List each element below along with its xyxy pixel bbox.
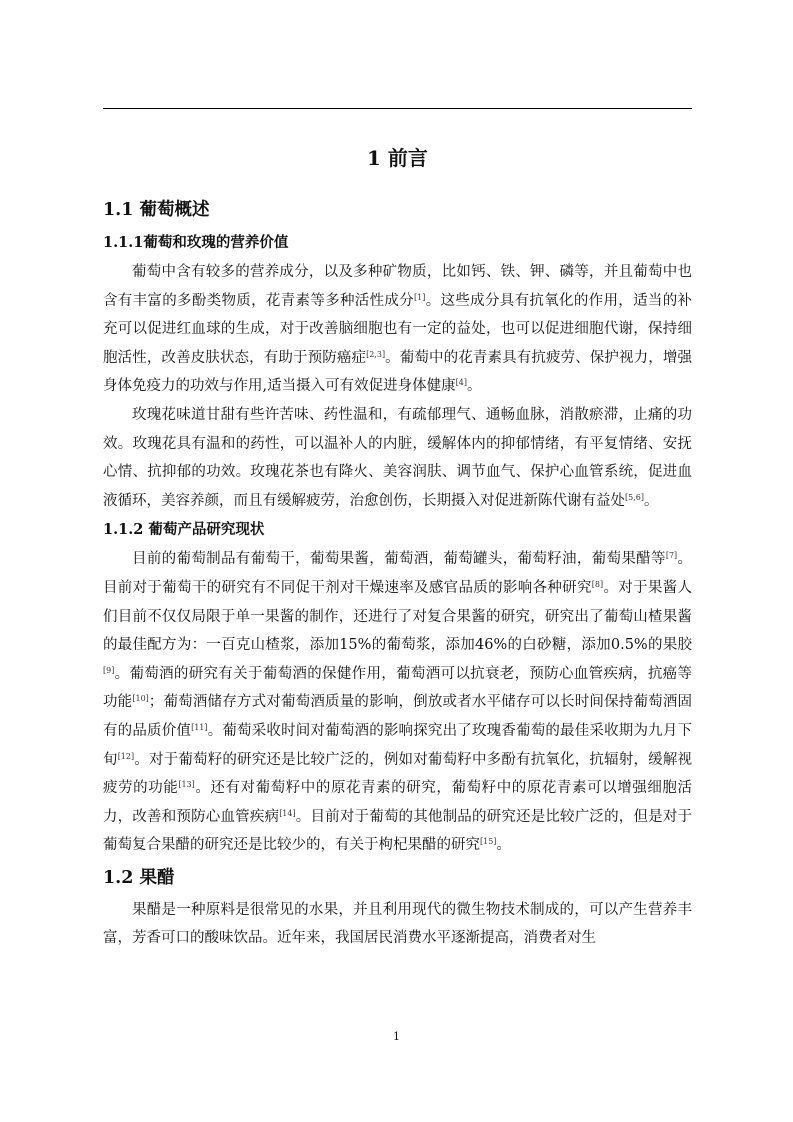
paragraph-grape-nutrition: 葡萄中含有较多的营养成分，以及多种矿物质，比如钙、铁、钾、磷等，并且葡萄中也含有丰富的多酚类物质，花青素等多种活性成分[1]。这些成分具有抗氧化的作用，适当的补充可以促进红血球的生成，对于改善脑细胞也有一定的益处，也可以促进细胞代谢，保持细胞活性，改善皮肤状态，有助于预防癌症[2,3]。葡萄中的花青素具有抗疲劳、保护视力，增强身体免疫力的功效与作用,适当摄入可有效促进身体健康[4]。 (103, 264, 693, 395)
subsection-heading-1-1-1: 1.1.1葡萄和玫瑰的营养价值 (103, 234, 289, 251)
citation: [14] (279, 808, 296, 818)
citation: [9] (103, 665, 115, 675)
citation: [8] (591, 579, 604, 589)
section-heading-1-1: 1.1 葡萄概述 (103, 200, 210, 220)
citation: [15] (480, 837, 497, 847)
citation: [11] (191, 722, 208, 732)
citation: [7] (665, 551, 678, 561)
citation: [5,6] (625, 492, 644, 502)
page-number: 1 (393, 1030, 400, 1043)
document-body (103, 140, 692, 953)
citation: [13] (178, 780, 195, 790)
citation: [12] (117, 751, 135, 761)
paragraph-fruit-vinegar: 果醋是一种原料是很常见的水果，并且利用现代的微生物技术制成的，可以产生营养丰富，芳香可口的酸味饮品。近年来，我国居民消费水平逐渐提高，消费者对生 (103, 901, 692, 947)
subsection-heading-1-1-2: 1.1.2 葡萄产品研究现状 (103, 521, 265, 539)
section-heading-1-2: 1.2 果醋 (103, 867, 175, 888)
paragraph-grape-products: 目前的葡萄制品有葡萄干，葡萄果酱，葡萄酒，葡萄罐头，葡萄籽油，葡萄果醋等[7]。目前对于葡萄干的研究有不同促干剂对干燥速率及感官品质的影响各种研究[8]。对于果酱人们目前不仅仅局限于单一果酱的制作，还进行了对复合果酱的研究，研究出了葡萄山楂果酱的最佳配方为：一百克山楂浆，添加15%的葡萄浆，添加46%的白砂糖，添加0.5%的果胶[9]。葡萄酒的研究有关于葡萄酒的保健作用，葡萄酒可以抗衰老，预防心血管疾病，抗癌等功能[10]；葡萄酒储存方式对葡萄酒质量的影响，倒放或者水平储存可以长时间保持葡萄酒固有的品质价值[11]。葡萄采收时间对葡萄酒的影响探究出了玫瑰香葡萄的最佳采收期为九月下旬[12]。对于葡萄籽的研究还是比较广泛的，例如对葡萄籽中多酚有抗氧化，抗辐射，缓解视疲劳的功能[13]。还有对葡萄籽中的原花青素的研究，葡萄籽中的原花青素可以增强细胞活力，改善和预防心血管疾病[14]。目前对于葡萄的其他制品的研究还是比较广泛的，但是对于葡萄复合果醋的研究还是比较少的，有关于枸杞果醋的研究[15]。 (103, 551, 693, 854)
header-rule (103, 108, 692, 109)
citation: [1] (414, 292, 426, 302)
citation: [10] (132, 694, 149, 704)
citation: [4] (455, 378, 467, 388)
paragraph-rose-nutrition: 玫瑰花味道甘甜有些许苦味、药性温和，有疏郁理气、通畅血脉，消散瘀滞，止痛的功效。玫瑰花具有温和的药性，可以温补人的内脏，缓解体内的抑郁情绪，有平复情绪、安抚心情、抗抑郁的功效。玫瑰花茶也有降火、美容润肤、调节血气、保护心血管系统，促进血液循环，美容养颜，而且有缓解疲劳，治愈创伤，长期摄入对促进新陈代谢有益处[5,6]。 (103, 406, 692, 509)
chapter-title: 1 前言 (367, 146, 428, 170)
citation: [2,3] (366, 349, 386, 359)
